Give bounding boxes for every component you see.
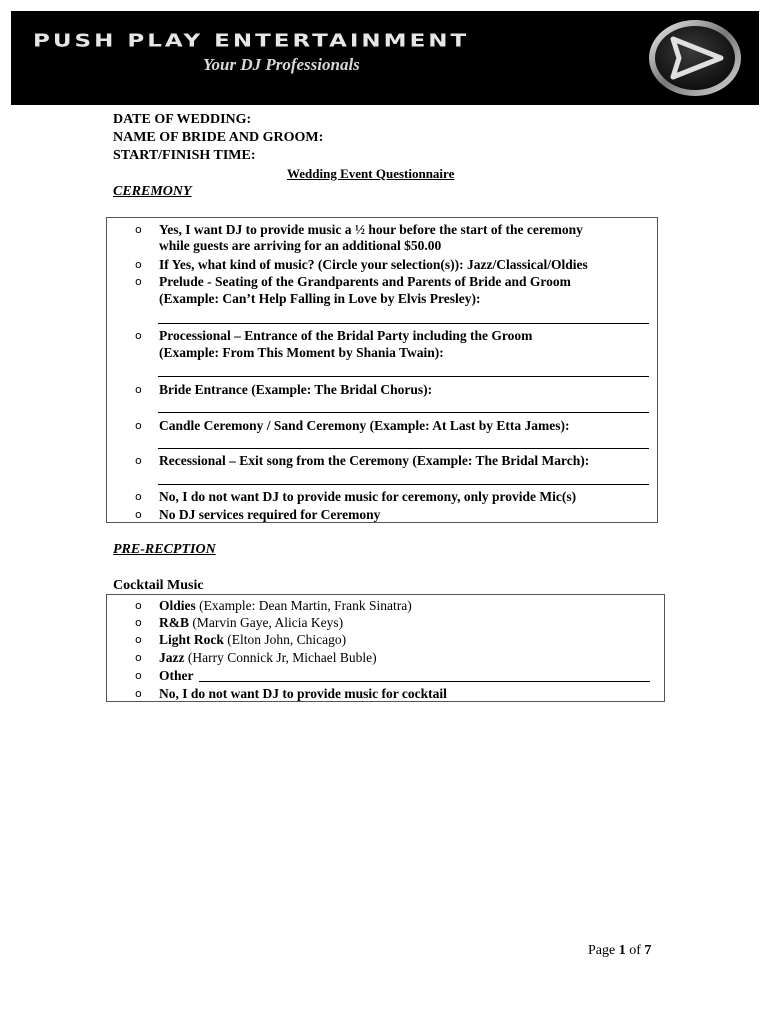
bullet-icon: o [135, 633, 142, 646]
wedding-date-label: DATE OF WEDDING: [113, 112, 252, 127]
other-answer-line[interactable] [199, 681, 650, 682]
brand-name: PUSH PLAY ENTERTAINMENT [33, 31, 470, 52]
bullet-icon: o [135, 508, 142, 521]
cocktail-music-heading: Cocktail Music [113, 578, 204, 593]
bullet-icon: o [135, 419, 142, 432]
ceremony-item-continuation: (Example: From This Moment by Shania Twain): [159, 345, 444, 360]
prereception-heading: PRE-RECPTION [113, 542, 216, 557]
answer-line[interactable] [158, 323, 649, 324]
brand-tagline: Your DJ Professionals [203, 55, 360, 74]
answer-line[interactable] [158, 412, 649, 413]
bullet-icon: o [135, 383, 142, 396]
start-finish-label: START/FINISH TIME: [113, 148, 256, 163]
bullet-icon: o [135, 616, 142, 629]
bullet-icon: o [135, 687, 142, 700]
ceremony-item-continuation: (Example: Can’t Help Falling in Love by Elvis Presley): [159, 291, 481, 306]
answer-line[interactable] [158, 484, 649, 485]
bullet-icon: o [135, 223, 142, 236]
bullet-icon: o [135, 275, 142, 288]
bullet-icon: o [135, 599, 142, 612]
bullet-icon: o [135, 258, 142, 271]
answer-line[interactable] [158, 376, 649, 377]
header-banner [11, 11, 759, 105]
answer-line[interactable] [158, 448, 649, 449]
ceremony-item-continuation: while guests are arriving for an additional $50.00 [159, 238, 442, 253]
ceremony-heading: CEREMONY [113, 184, 192, 199]
page-title: Wedding Event Questionnaire [287, 166, 455, 181]
bullet-icon: o [135, 669, 142, 682]
bullet-icon: o [135, 490, 142, 503]
bullet-icon: o [135, 651, 142, 664]
bride-groom-label: NAME OF BRIDE AND GROOM: [113, 130, 324, 145]
page-indicator: Page 1 of 7 [588, 943, 652, 958]
bullet-icon: o [135, 329, 142, 342]
play-triangle-emblem-icon [643, 17, 747, 99]
bullet-icon: o [135, 454, 142, 467]
